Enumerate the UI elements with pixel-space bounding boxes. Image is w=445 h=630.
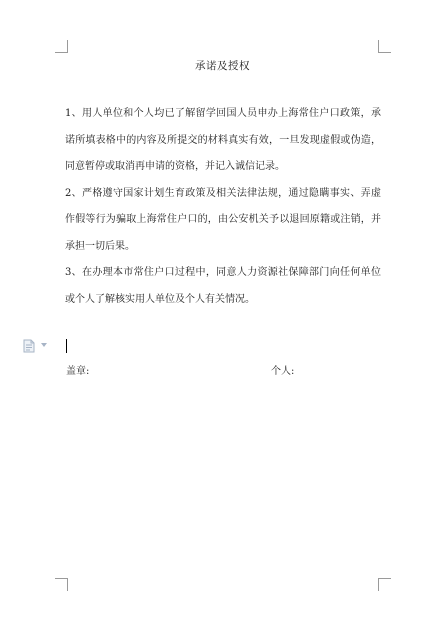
seal-label[interactable]: 盖章: bbox=[66, 366, 90, 377]
paragraph-options-icon[interactable] bbox=[22, 338, 36, 352]
crop-mark-top-right bbox=[378, 40, 391, 53]
paragraph-3[interactable]: 3、在办理本市常住户口过程中，同意人力资源社保障部门向任何单位或个人了解核实用人单位及个人有关情况。 bbox=[65, 267, 381, 305]
chevron-down-icon[interactable] bbox=[41, 343, 47, 347]
crop-mark-bottom-left bbox=[55, 578, 68, 591]
paragraph-2[interactable]: 2、严格遵守国家计划生育政策及相关法律法规，通过隐瞒事实、弄虚作假等行为骗取上海常住户口的，由公安机关予以退回原籍或注销，并承担一切后果。 bbox=[65, 187, 381, 252]
person-label[interactable]: 个人: bbox=[271, 366, 295, 377]
document-title[interactable]: 承诺及授权 bbox=[195, 60, 250, 72]
crop-mark-top-left bbox=[55, 40, 68, 53]
document-body[interactable] bbox=[65, 101, 381, 313]
crop-mark-bottom-right bbox=[378, 578, 391, 591]
paragraph-1[interactable]: 1、用人单位和个人均已了解留学回国人员申办上海常住户口政策，承诺所填表格中的内容及所提交的材料真实有效，一旦发现虚假或伪造，同意暂停或取消再申请的资格，并记入诚信记录。 bbox=[65, 108, 381, 172]
text-cursor bbox=[66, 339, 67, 353]
